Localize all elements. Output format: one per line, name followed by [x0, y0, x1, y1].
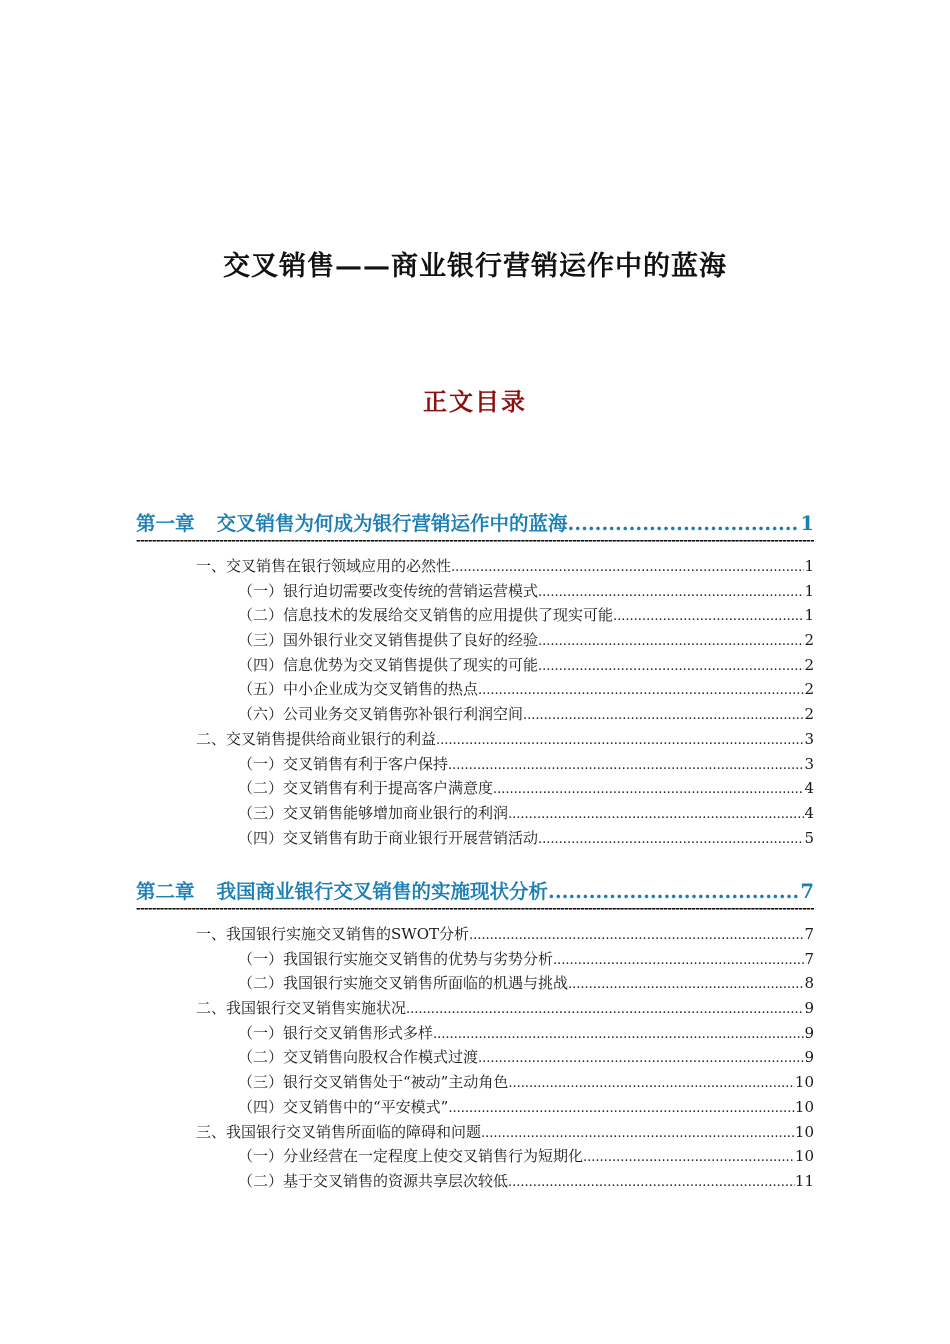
- toc-subsection-link[interactable]: [136, 702, 814, 727]
- chapter-page-number: 7: [800, 880, 814, 903]
- chapter-page-number: 1: [800, 512, 814, 535]
- toc-heading: 正文目录: [423, 387, 527, 416]
- dot-leader: [568, 512, 801, 535]
- toc-entry-page-number: 1: [804, 581, 814, 600]
- toc-chapter-2: [136, 876, 814, 1194]
- dot-leader: [538, 655, 804, 678]
- toc-entry-page-number: 4: [804, 779, 814, 798]
- toc-subsection-link[interactable]: [136, 1095, 814, 1120]
- toc-entry-title: （一）银行交叉销售形式多样: [238, 1023, 434, 1042]
- toc-entry-page-number: 2: [804, 705, 814, 724]
- toc-chapter-1: [136, 508, 814, 850]
- toc-entry-page-number: 1: [804, 606, 814, 625]
- toc-entry-title: （一）交叉销售有利于客户保持: [238, 754, 449, 773]
- dot-leader: [538, 828, 804, 851]
- toc-entry-title: （二）交叉销售向股权合作模式过渡: [238, 1048, 479, 1067]
- toc-subsection-link[interactable]: [136, 579, 814, 604]
- chapter-number: 第一章: [136, 512, 195, 535]
- toc-subsection-link[interactable]: [136, 603, 814, 628]
- toc-entry-title: （四）交叉销售中的“平安模式”: [238, 1097, 449, 1116]
- dot-leader: [583, 1146, 795, 1169]
- toc-entry-page-number: 11: [794, 1171, 814, 1190]
- toc-subsection-link[interactable]: [136, 1169, 814, 1194]
- toc-entry-title: 二、我国银行交叉销售实施状况: [196, 999, 407, 1018]
- toc-subsection-link[interactable]: [136, 1070, 814, 1095]
- toc-entry-page-number: 10: [794, 1097, 814, 1116]
- dot-leader: [538, 630, 804, 653]
- toc-entry-title: （一）分业经营在一定程度上使交叉销售行为短期化: [238, 1147, 584, 1166]
- dot-leader: [508, 1072, 795, 1095]
- chapter-title: 我国商业银行交叉销售的实施现状分析: [216, 880, 549, 903]
- toc-entry-title: （四）信息优势为交叉销售提供了现实的可能: [238, 655, 539, 674]
- toc-subsection-link[interactable]: [136, 776, 814, 801]
- toc-subsection-link[interactable]: [136, 752, 814, 777]
- toc-entry-title: 一、交叉销售在银行领域应用的必然性: [196, 557, 452, 575]
- dot-leader: [538, 581, 804, 604]
- dot-leader: [478, 679, 804, 702]
- chapter-title: 交叉销售为何成为银行营销运作中的蓝海: [216, 512, 568, 535]
- dot-leader: [553, 949, 804, 972]
- toc-entry-page-number: 10: [794, 1122, 814, 1141]
- toc-entry-page-number: 8: [804, 974, 814, 993]
- toc-entry-title: （三）交叉销售能够增加商业银行的利润: [238, 803, 509, 822]
- toc-entry-title: （五）中小企业成为交叉销售的热点: [238, 680, 479, 699]
- toc-entry-page-number: 9: [804, 1048, 814, 1067]
- dot-leader: [433, 1023, 804, 1046]
- dot-leader: [436, 729, 804, 752]
- chapter-heading-text: [136, 508, 568, 536]
- toc-entry-page-number: 4: [804, 803, 814, 822]
- toc-entry-page-number: 1: [804, 557, 814, 575]
- toc-subsection-link[interactable]: [136, 947, 814, 972]
- toc-entry-page-number: 9: [804, 1023, 814, 1042]
- toc-entry-title: （一）银行迫切需要改变传统的营销运营模式: [238, 581, 539, 600]
- chapter-heading-link[interactable]: [136, 508, 814, 538]
- dot-leader: [448, 754, 804, 777]
- toc-subsection-link[interactable]: [136, 677, 814, 702]
- toc-entry-title: （六）公司业务交叉销售弥补银行利润空间: [238, 705, 524, 724]
- chapter-heading-text: [136, 876, 548, 904]
- toc-subsection-link[interactable]: [136, 628, 814, 653]
- dot-leader: [548, 880, 800, 903]
- toc-entry-title: （二）信息技术的发展给交叉销售的应用提供了现实可能: [238, 606, 614, 625]
- toc-subsection-link[interactable]: [136, 826, 814, 851]
- toc-subsection-link[interactable]: [136, 1045, 814, 1070]
- toc-entry-page-number: 2: [804, 655, 814, 674]
- dot-leader: [406, 998, 804, 1021]
- dot-leader: [523, 704, 804, 727]
- dot-leader: [508, 1171, 795, 1194]
- toc-entry-title: 三、我国银行交叉销售所面临的障碍和问题: [196, 1122, 482, 1141]
- dot-leader: [613, 605, 804, 628]
- toc-subsection-link[interactable]: [136, 1021, 814, 1046]
- toc-section-link[interactable]: [136, 554, 814, 579]
- toc-entry-title: （三）国外银行业交叉销售提供了良好的经验: [238, 631, 539, 650]
- toc-entry-page-number: 7: [804, 925, 814, 943]
- dot-leader: [508, 803, 804, 826]
- toc-subsection-link[interactable]: [136, 1144, 814, 1169]
- toc-entry-title: 二、交叉销售提供给商业银行的利益: [196, 729, 437, 748]
- toc-entry-list: [136, 554, 814, 850]
- toc-section-link[interactable]: [136, 996, 814, 1021]
- toc-entry-page-number: 3: [804, 754, 814, 773]
- chapter-dashed-rule: [136, 536, 814, 552]
- dot-leader: [481, 1122, 795, 1145]
- toc-subsection-link[interactable]: [136, 971, 814, 996]
- dot-leader: [469, 924, 804, 947]
- toc-entry-page-number: 7: [804, 949, 814, 968]
- chapter-dashed-rule: [136, 904, 814, 920]
- dot-leader: [478, 1047, 804, 1070]
- toc-entry-page-number: 9: [804, 999, 814, 1018]
- toc-entry-title: （二）基于交叉销售的资源共享层次较低: [238, 1171, 509, 1190]
- chapter-heading-link[interactable]: [136, 876, 814, 906]
- toc-section-link[interactable]: [136, 727, 814, 752]
- toc-section-link[interactable]: [136, 1120, 814, 1145]
- toc-entry-title: （一）我国银行实施交叉销售的优势与劣势分析: [238, 949, 554, 968]
- dot-leader: [493, 778, 804, 801]
- toc-subsection-link[interactable]: [136, 801, 814, 826]
- toc-entry-title: （二）交叉销售有利于提高客户满意度: [238, 779, 494, 798]
- toc-entry-page-number: 5: [804, 828, 814, 847]
- chapter-number: 第二章: [136, 880, 195, 903]
- dot-leader: [568, 973, 804, 996]
- toc-entry-title: 一、我国银行实施交叉销售的SWOT分析: [196, 925, 469, 943]
- dot-leader: [448, 1097, 795, 1120]
- toc-section-link[interactable]: [136, 922, 814, 947]
- toc-entry-page-number: 3: [804, 729, 814, 748]
- toc-entry-title: （三）银行交叉销售处于“被动”主动角色: [238, 1073, 509, 1092]
- toc-entry-page-number: 2: [804, 680, 814, 699]
- toc-entry-title: （二）我国银行实施交叉销售所面临的机遇与挑战: [238, 974, 569, 993]
- toc-entry-title: （四）交叉销售有助于商业银行开展营销活动: [238, 828, 539, 847]
- document-title: 交叉销售——商业银行营销运作中的蓝海: [223, 251, 727, 282]
- dot-leader: [451, 556, 804, 579]
- toc-entry-page-number: 10: [794, 1073, 814, 1092]
- toc-entry-list: [136, 922, 814, 1194]
- toc-entry-page-number: 2: [804, 631, 814, 650]
- toc-entry-page-number: 10: [794, 1147, 814, 1166]
- toc-subsection-link[interactable]: [136, 653, 814, 678]
